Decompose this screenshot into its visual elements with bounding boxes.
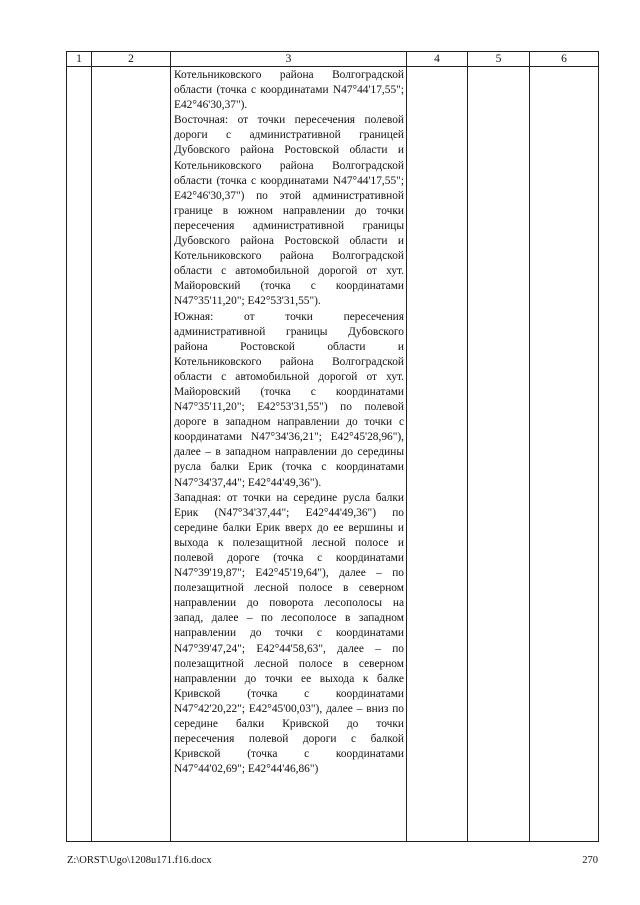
column-header-6: 6 bbox=[530, 52, 599, 67]
boundary-start-text: Котельниковского района Волгоградской области (точка с координатами N47°44'17,55"; E42°46'30,37"). bbox=[174, 69, 404, 112]
eastern-boundary-text: Восточная: от точки пересечения полевой дороги с административной границей Дубовского района Ростовской области и Котельниковского района Волгоградской области (точка с координатами N47°44'17,55"; E42°46'30,37") по этой административной границе в южном направлении до точки пересечения административной границы Дубовского района Ростовской области и Котельниковского района Волгоградской области с автомобильной дорогой от хут. Майоровский (точка с координатами N47°35'11,20"; E42°53'31,55"). bbox=[174, 114, 404, 308]
footer-file-path: Z:\ORST\Ugo\1208u171.f16.docx bbox=[67, 855, 212, 866]
boundary-table bbox=[66, 51, 599, 842]
table-header-row bbox=[67, 52, 599, 67]
cell-col-6 bbox=[530, 67, 599, 842]
column-header-4: 4 bbox=[407, 52, 468, 67]
table-row bbox=[67, 67, 599, 842]
southern-boundary-text: Южная: от точки пересечения административной границы Дубовского района Ростовской области и Котельниковского района Волгоградской области с автомобильной дорогой от хут. Майоровский (точка с координатами N47°35'11,20"; E42°53'31,55") по полевой дороге в западном направлении до точки с координатами N47°34'36,21"; E42°45'28,96"), далее – в западном направлении до середины русла балки Ерик (точка с координатами N47°34'37,44"; E42°44'49,36"). bbox=[174, 310, 404, 489]
cell-col-2 bbox=[92, 67, 171, 842]
cell-col-4 bbox=[407, 67, 468, 842]
column-header-5: 5 bbox=[468, 52, 530, 67]
column-header-1: 1 bbox=[67, 52, 92, 67]
column-header-3: 3 bbox=[171, 52, 407, 67]
cell-col-1 bbox=[67, 67, 92, 842]
western-boundary-text: Западная: от точки на середине русла балки Ерик (N47°34'37,44"; E42°44'49,36") по середине балки Ерик вверх до ее вершины и выхода к полезащитной лесной полосе и полевой дороге (точка с координатами N47°39'19,87"; E42°45'19,64"), далее – по полезащитной лесной полосе в северном направлении до поворота лесополосы на запад, далее – по лесополосе в западном направлении до точки с координатами N47°39'47,24"; E42°44'58,63", далее – по полезащитной лесной полосе в северном направлении до точки ее выхода к балке Кривской (точка с координатами N47°42'20,22"; E42°45'00,03"), далее – вниз по середине балки Кривской до точки пересечения полевой дороги с балкой Кривской (точка с координатами N47°44'02,69"; E42°44'46,86") bbox=[174, 491, 404, 776]
column-header-2: 2 bbox=[92, 52, 171, 67]
cell-col-5 bbox=[468, 67, 530, 842]
page-number: 270 bbox=[582, 855, 598, 866]
cell-col-3 bbox=[171, 67, 407, 842]
